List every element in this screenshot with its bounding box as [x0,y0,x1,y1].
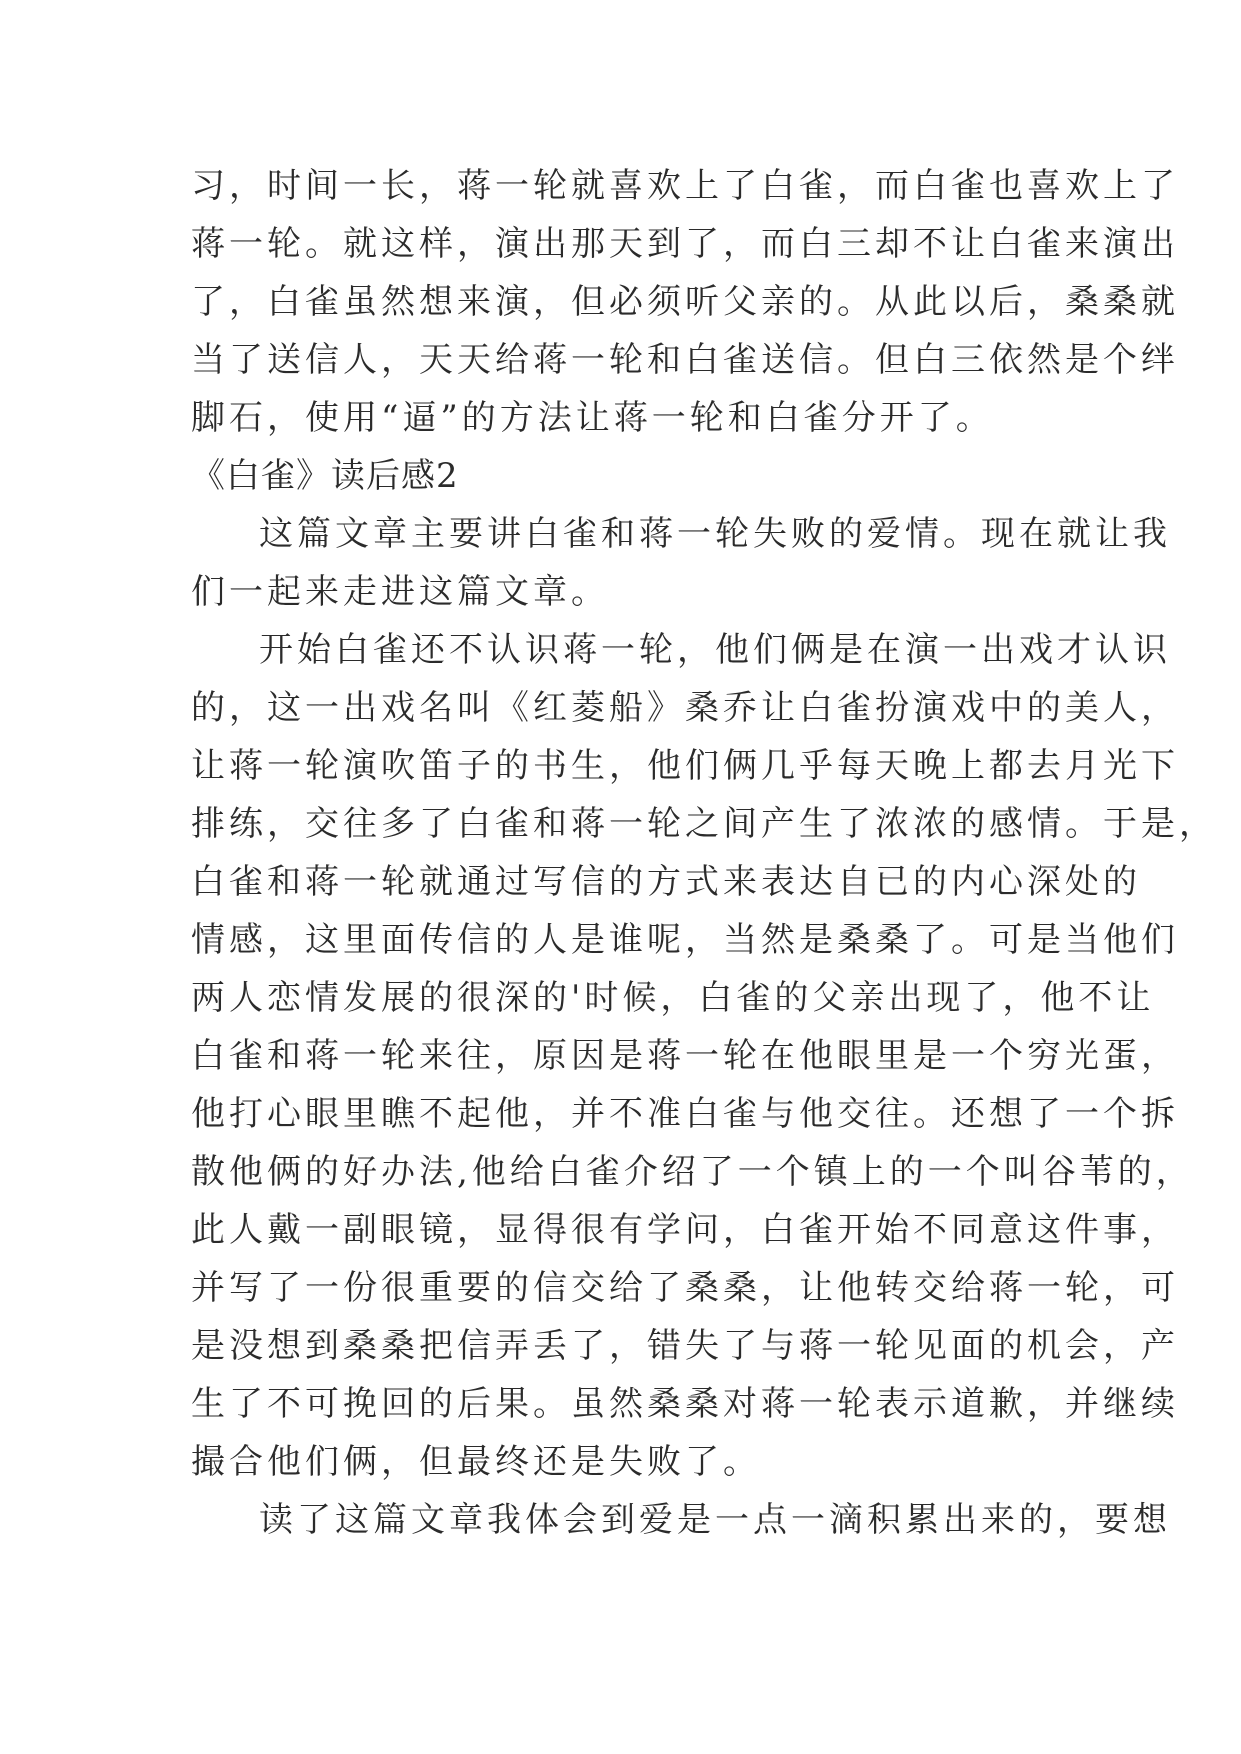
text-line: 他打心眼里瞧不起他，并不准白雀与他交往。还想了一个拆 [191,1094,1179,1134]
text-line: 了，白雀虽然想来演，但必须听父亲的。从此以后，桑桑就 [191,282,1179,322]
paragraph-3 [191,1491,1171,1549]
text-line: 两人恋情发展的很深的'时候，白雀的父亲出现了，他不让 [191,978,1155,1018]
paragraph-1 [191,505,1171,621]
continuation-paragraph [191,157,1179,447]
text-line: 蒋一轮。就这样，演出那天到了，而白三却不让白雀来演出 [191,224,1179,264]
document-body [191,157,1217,1549]
text-line: 开始白雀还不认识蒋一轮，他们俩是在演一出戏才认识 [259,630,1171,670]
text-line: 当了送信人，天天给蒋一轮和白雀送信。但白三依然是个绊 [191,340,1179,380]
text-line: 此人戴一副眼镜，显得很有学问，白雀开始不同意这件事， [191,1210,1179,1250]
text-line: 们一起来走进这篇文章。 [191,572,609,612]
text-line: 这篇文章主要讲白雀和蒋一轮失败的爱情。现在就让我 [259,514,1171,554]
text-line: 读了这篇文章我体会到爱是一点一滴积累出来的，要想 [259,1500,1171,1540]
text-line: 生了不可挽回的后果。虽然桑桑对蒋一轮表示道歉，并继续 [191,1384,1179,1424]
text-line: 的，这一出戏名叫《红菱船》桑乔让白雀扮演戏中的美人， [191,688,1179,728]
text-line: 习，时间一长，蒋一轮就喜欢上了白雀，而白雀也喜欢上了 [191,166,1179,206]
text-line: 是没想到桑桑把信弄丢了，错失了与蒋一轮见面的机会，产 [191,1326,1179,1366]
text-line: 让蒋一轮演吹笛子的书生，他们俩几乎每天晚上都去月光下 [191,746,1179,786]
text-line: 情感，这里面传信的人是谁呢，当然是桑桑了。可是当他们 [191,920,1179,960]
text-line: 排练，交往多了白雀和蒋一轮之间产生了浓浓的感情。于是， [191,804,1217,844]
text-line: 脚石，使用“逼”的方法让蒋一轮和白雀分开了。 [191,398,994,438]
text-line: 并写了一份很重要的信交给了桑桑，让他转交给蒋一轮，可 [191,1268,1179,1308]
text-line: 撮合他们俩，但最终还是失败了。 [191,1442,761,1482]
paragraph-2 [191,621,1217,1491]
text-line: 散他俩的好办法,他给白雀介绍了一个镇上的一个叫谷苇的， [191,1152,1194,1192]
section-title: 《白雀》读后感2 [191,456,459,496]
text-line: 白雀和蒋一轮来往，原因是蒋一轮在他眼里是一个穷光蛋， [191,1036,1179,1076]
text-line: 白雀和蒋一轮就通过写信的方式来表达自已的内心深处的 [191,862,1141,902]
